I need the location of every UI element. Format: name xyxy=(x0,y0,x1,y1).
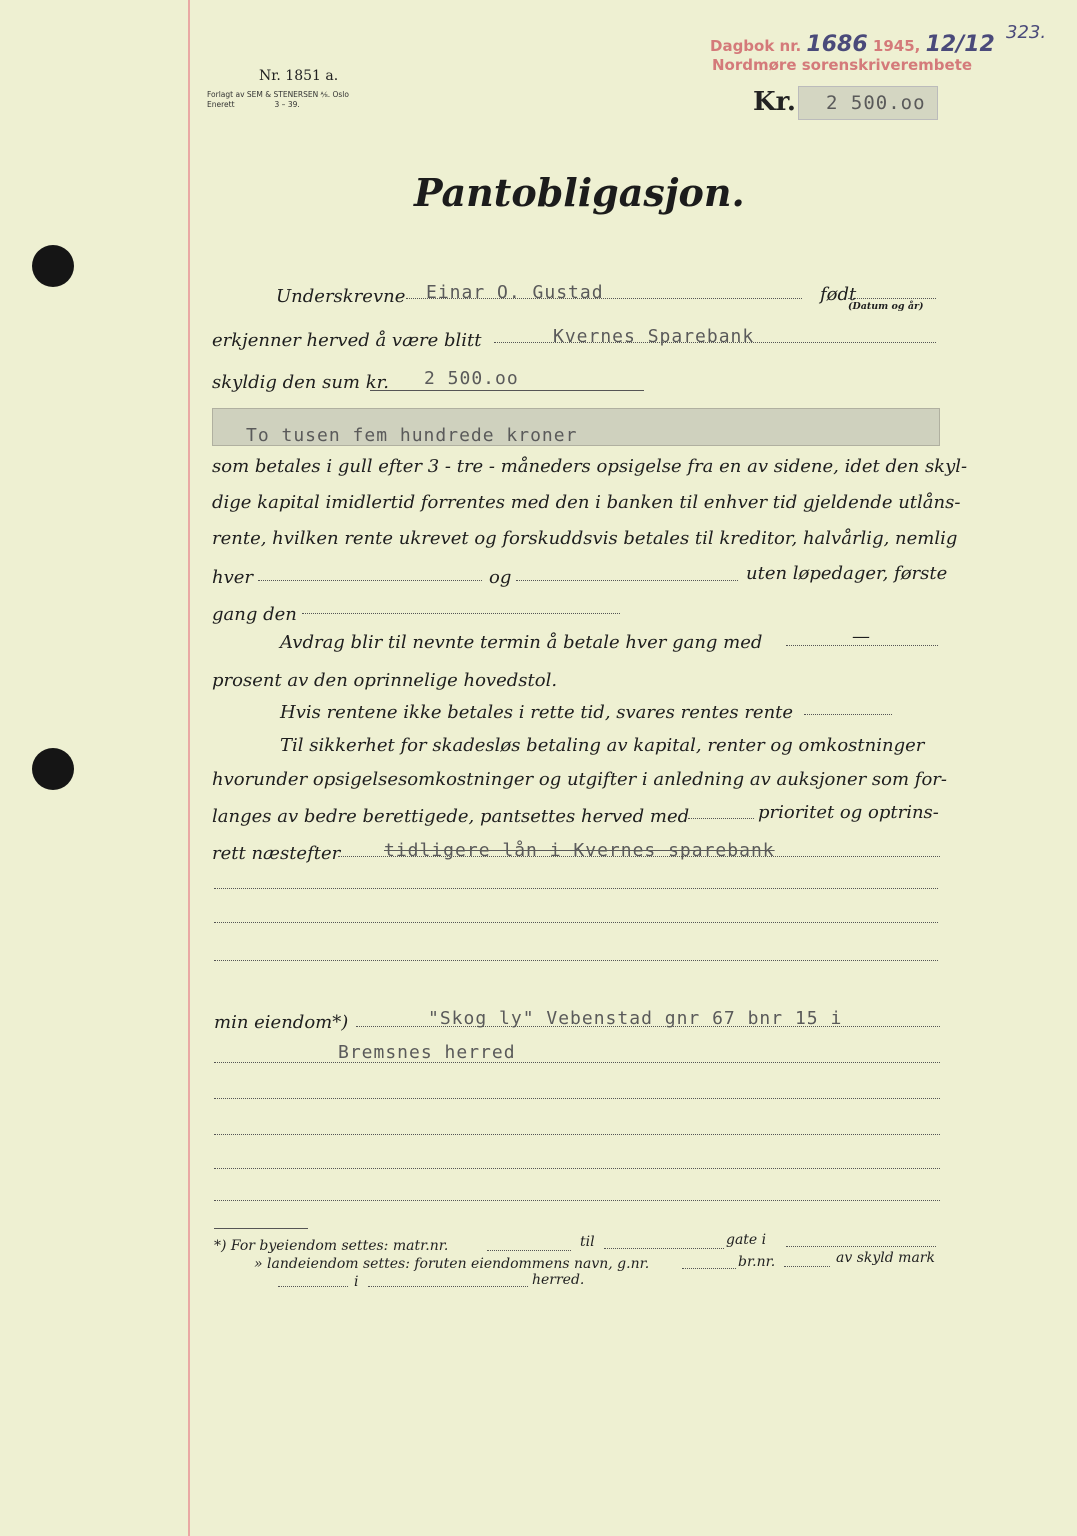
struck-prior-loan: tidligere lån i Kvernes sparebank xyxy=(384,840,775,861)
punch-hole-top xyxy=(32,245,74,287)
blank-line-6 xyxy=(214,1168,940,1169)
owe-label: skyldig den sum kr. xyxy=(212,372,389,393)
blank-line-2 xyxy=(214,922,938,923)
footnote-gate-line xyxy=(786,1246,936,1247)
margin-line xyxy=(188,0,190,1536)
footnote-line2b: br.nr. xyxy=(738,1254,776,1270)
body-line-11b: prioritet og optrins- xyxy=(758,802,939,823)
punch-hole-bottom xyxy=(32,748,74,790)
footnote-brnr-line xyxy=(784,1266,830,1267)
publisher-line2: Enerett xyxy=(207,100,235,109)
footnote-line1c: gate i xyxy=(726,1232,767,1248)
stamp-year: 1945, xyxy=(872,37,921,55)
body-line-1: som betales i gull efter 3 - tre - måneders opsigelse fra en av sidene, idet den skyl- xyxy=(212,456,968,477)
body-line-4c: uten løpedager, første xyxy=(746,563,948,584)
blank-line-7 xyxy=(214,1200,940,1201)
owe-value: 2 500.oo xyxy=(424,368,519,389)
footnote-line3b: herred. xyxy=(532,1272,585,1288)
hver-line xyxy=(258,580,482,581)
born-line xyxy=(848,298,936,299)
undersigned-label: Underskrevne xyxy=(276,286,406,307)
body-line-6: Avdrag blir til nevnte termin å betale hver gang med xyxy=(280,632,763,653)
body-line-9: Til sikkerhet for skadesløs betaling av kapital, renter og omkostninger xyxy=(280,735,925,756)
born-label: født xyxy=(820,284,857,305)
registry-stamp-line1 xyxy=(710,32,995,57)
kr-label: Kr. xyxy=(753,87,796,117)
body-line-4b: og xyxy=(489,567,512,588)
property-label: min eiendom*) xyxy=(214,1012,349,1033)
blank-line-4 xyxy=(214,1098,940,1099)
footnote-line1b: til xyxy=(580,1234,595,1250)
og-line xyxy=(516,580,738,581)
body-line-5: gang den xyxy=(212,604,297,625)
stamp-date: 12/12 xyxy=(925,32,995,57)
owe-line xyxy=(370,390,644,391)
dagbok-number: 1686 xyxy=(806,32,868,57)
footnote-i-pre-line xyxy=(278,1286,348,1287)
blank-line-5 xyxy=(214,1134,940,1135)
publisher-line1: Forlagt av SEM & STENERSEN ⅍. Oslo xyxy=(207,90,349,99)
undersigned-value: Einar O. Gustad xyxy=(426,282,604,303)
publisher-date: 3 – 39. xyxy=(274,100,300,109)
publisher-block xyxy=(207,90,349,110)
footnote-line1a: *) For byeiendom settes: matr.nr. xyxy=(214,1238,449,1254)
rente-line xyxy=(804,714,892,715)
stamp-prefix: Dagbok nr. xyxy=(710,37,802,55)
body-line-2: dige kapital imidlertid forrentes med den i banken til enhver tid gjeldende utlåns- xyxy=(212,492,961,513)
blank-line-1 xyxy=(214,888,938,889)
body-line-12a: rett næstefter xyxy=(212,843,341,864)
body-line-4a: hver xyxy=(212,567,254,588)
body-line-7: prosent av den oprinnelige hovedstol. xyxy=(212,670,558,691)
born-hint: (Datum og år) xyxy=(848,301,924,312)
acknowledge-label: erkjenner herved å være blitt xyxy=(212,330,482,351)
body-line-8: Hvis rentene ikke betales i rette tid, svares rentes rente xyxy=(280,702,794,723)
prioritet-line xyxy=(688,818,754,819)
property-value-line2: Bremsnes herred xyxy=(338,1042,516,1063)
gang-den-line xyxy=(302,613,620,614)
footnote-rule xyxy=(214,1228,308,1229)
page-number: 323. xyxy=(1006,22,1047,43)
footnote-gnr-line xyxy=(682,1268,736,1269)
blank-line-3 xyxy=(214,960,938,961)
document-title: Pantobligasjon. xyxy=(414,170,745,215)
footnote-line2c: av skyld mark xyxy=(836,1250,935,1266)
kr-amount: 2 500.oo xyxy=(826,92,926,114)
footnote-matr-line xyxy=(487,1250,571,1251)
creditor-value: Kvernes Sparebank xyxy=(553,326,755,347)
form-number: Nr. 1851 a. xyxy=(259,68,339,84)
property-value-line1: "Skog ly" Vebenstad gnr 67 bnr 15 i xyxy=(428,1008,843,1029)
footnote-line3a: i xyxy=(354,1274,359,1290)
footnote-line2a: » landeiendom settes: foruten eiendommens navn, g.nr. xyxy=(254,1256,650,1272)
property-line-2 xyxy=(214,1062,940,1063)
avdrag-dash: — xyxy=(852,626,870,647)
body-line-10: hvorunder opsigelsesomkostninger og utgifter i anledning av auksjoner som for- xyxy=(212,769,947,790)
footnote-til-line xyxy=(604,1248,724,1249)
amount-words: To tusen fem hundrede kroner xyxy=(246,425,578,446)
registry-stamp-line2: Nordmøre sorenskriverembete xyxy=(712,56,973,74)
body-line-3: rente, hvilken rente ukrevet og forskuddsvis betales til kreditor, halvårlig, nemlig xyxy=(212,528,958,549)
footnote-herred-line xyxy=(368,1286,528,1287)
body-line-11a: langes av bedre berettigede, pantsettes herved med xyxy=(212,806,690,827)
